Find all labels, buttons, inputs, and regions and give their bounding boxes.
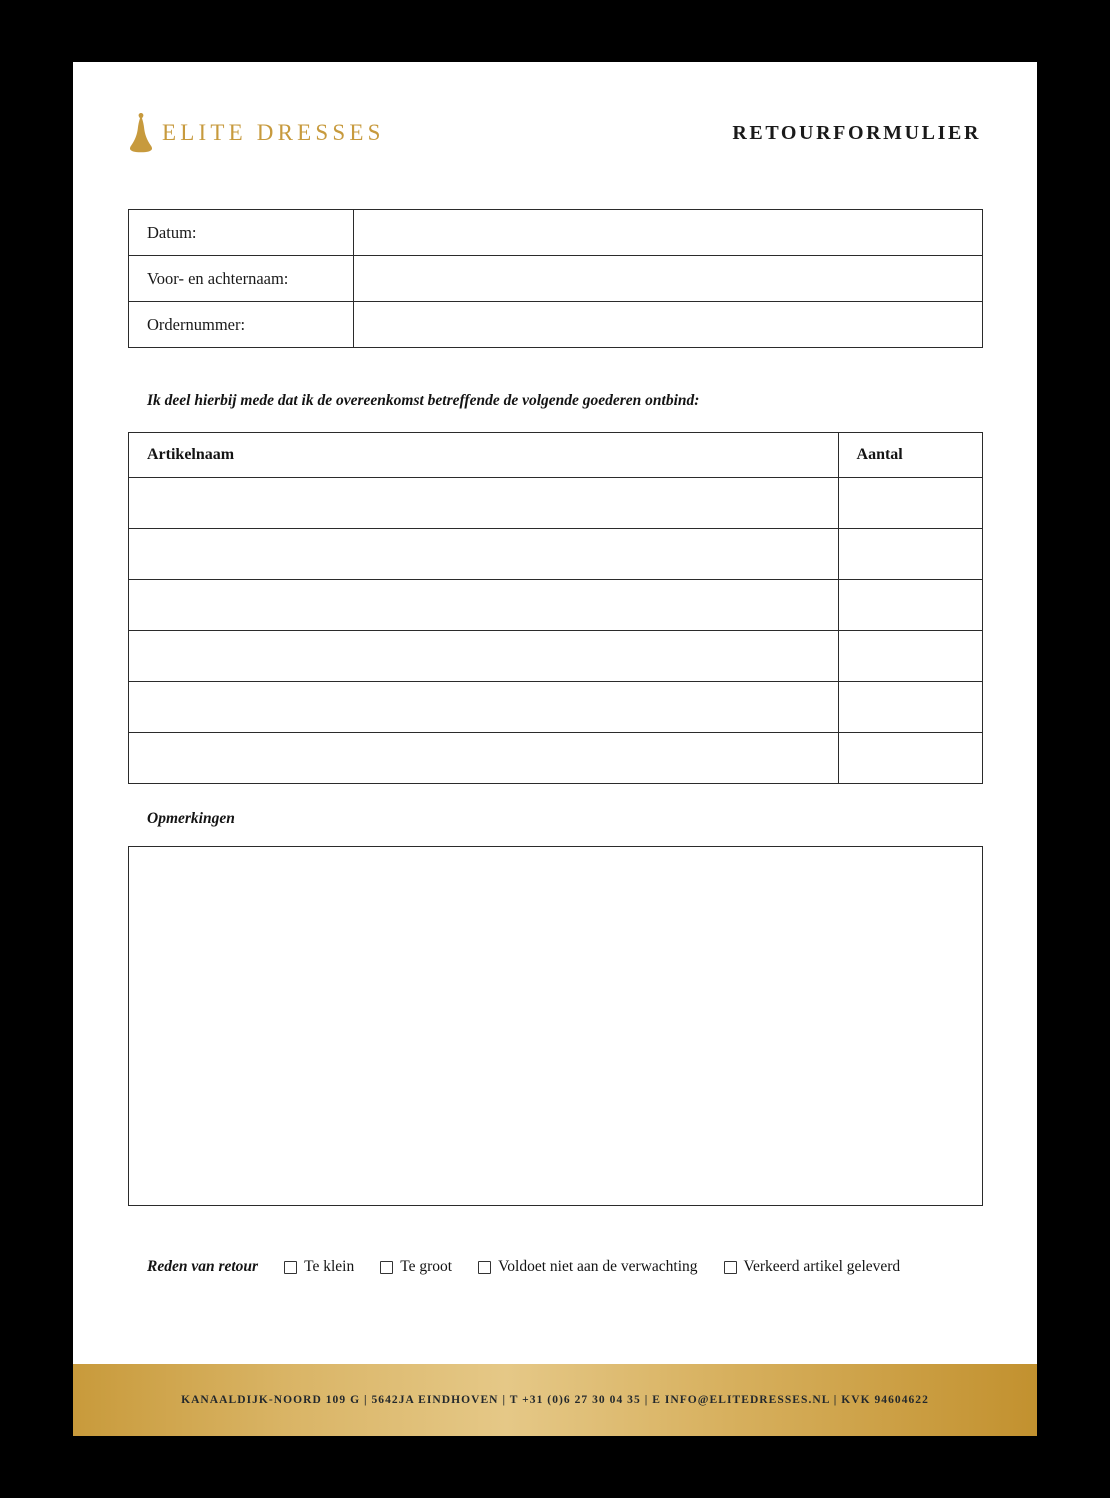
return-reason-section [147, 1258, 926, 1276]
table-row [129, 210, 983, 256]
column-header-artikelnaam: Artikelnaam [129, 433, 839, 478]
field-input-datum[interactable] [354, 210, 983, 256]
cell-artikelnaam[interactable] [129, 478, 839, 529]
field-label-ordernummer: Ordernummer: [129, 302, 354, 348]
document-page [73, 62, 1037, 1436]
brand-name: ELITE DRESSES [162, 120, 385, 145]
reason-option-label: Verkeerd artikel geleverd [743, 1258, 901, 1275]
reason-option-voldoet-niet[interactable] [478, 1258, 697, 1276]
cell-artikelnaam[interactable] [129, 580, 839, 631]
intro-statement: Ik deel hierbij mede dat ik de overeenkomst betreffende de volgende goederen ontbind: [147, 392, 700, 409]
document-header [73, 62, 1037, 202]
checkbox-icon[interactable] [284, 1261, 297, 1274]
cell-aantal[interactable] [838, 529, 982, 580]
table-row [129, 631, 983, 682]
return-reason-label: Reden van retour [147, 1258, 259, 1275]
table-header-row [129, 433, 983, 478]
remarks-label: Opmerkingen [147, 810, 235, 827]
cell-artikelnaam[interactable] [129, 733, 839, 784]
customer-info-table [128, 209, 983, 348]
column-header-aantal: Aantal [838, 433, 982, 478]
cell-aantal[interactable] [838, 580, 982, 631]
cell-artikelnaam[interactable] [129, 682, 839, 733]
cell-artikelnaam[interactable] [129, 529, 839, 580]
field-input-ordernummer[interactable] [354, 302, 983, 348]
cell-aantal[interactable] [838, 733, 982, 784]
reason-option-label: Te klein [304, 1258, 355, 1275]
reason-option-te-klein[interactable] [284, 1258, 354, 1276]
table-row [129, 302, 983, 348]
table-row [129, 733, 983, 784]
reason-option-label: Voldoet niet aan de verwachting [498, 1258, 698, 1275]
table-row [129, 529, 983, 580]
footer-contact-text: KANAALDIJK-NOORD 109 G | 5642JA EINDHOVEN | T +31 (0)6 27 30 04 35 | E INFO@ELITEDRESSES.NL | KVK 94604622 [181, 1394, 929, 1406]
checkbox-icon[interactable] [724, 1261, 737, 1274]
field-input-naam[interactable] [354, 256, 983, 302]
reason-option-label: Te groot [400, 1258, 453, 1275]
reason-option-verkeerd-artikel[interactable] [724, 1258, 901, 1276]
document-footer [73, 1364, 1037, 1436]
field-label-naam: Voor- en achternaam: [129, 256, 354, 302]
reason-option-te-groot[interactable] [380, 1258, 452, 1276]
table-row [129, 256, 983, 302]
cell-aantal[interactable] [838, 682, 982, 733]
returned-goods-table [128, 432, 983, 784]
table-row [129, 580, 983, 631]
cell-artikelnaam[interactable] [129, 631, 839, 682]
checkbox-icon[interactable] [478, 1261, 491, 1274]
dress-logo-icon [128, 112, 154, 154]
page-title: RETOURFORMULIER [732, 122, 981, 144]
table-row [129, 478, 983, 529]
field-label-datum: Datum: [129, 210, 354, 256]
cell-aantal[interactable] [838, 478, 982, 529]
remarks-textarea[interactable] [128, 846, 983, 1206]
cell-aantal[interactable] [838, 631, 982, 682]
checkbox-icon[interactable] [380, 1261, 393, 1274]
brand-logo [128, 112, 385, 154]
table-row [129, 682, 983, 733]
